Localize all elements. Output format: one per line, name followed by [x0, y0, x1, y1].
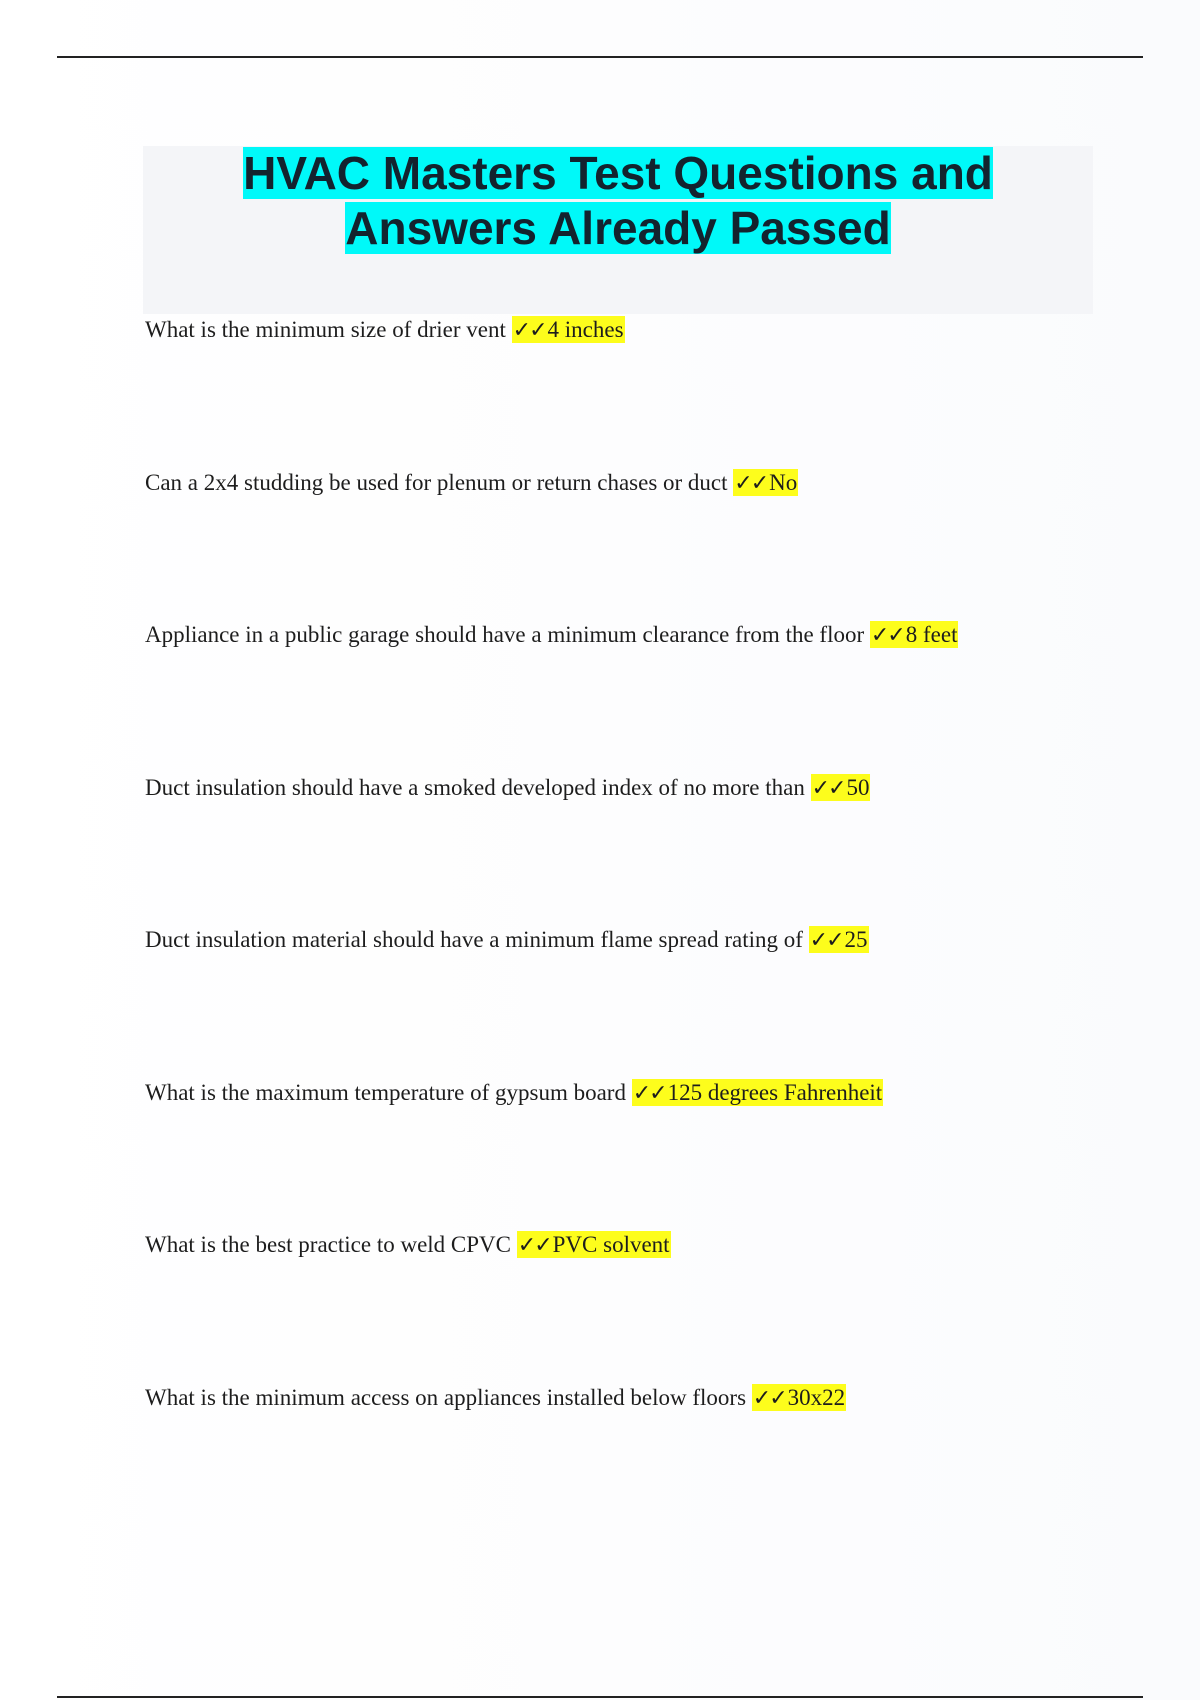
answer-highlight [632, 1079, 883, 1106]
qa-item [145, 1078, 883, 1109]
answer-text: PVC solvent [552, 1232, 670, 1257]
answer-text: 25 [844, 927, 868, 952]
question-text: Duct insulation should have a smoked developed index of no more than [145, 775, 805, 800]
question-text: What is the best practice to weld CPVC [145, 1232, 512, 1257]
question-text: Duct insulation material should have a minimum flame spread rating of [145, 927, 803, 952]
double-check-icon: ✓✓ [809, 928, 843, 953]
double-check-icon: ✓✓ [517, 1233, 551, 1258]
qa-item [145, 315, 625, 346]
answer-text: No [769, 470, 798, 495]
question-text: What is the minimum size of drier vent [145, 317, 506, 342]
answer-highlight [811, 774, 871, 801]
footer-rule [57, 1696, 1143, 1698]
double-check-icon: ✓✓ [512, 318, 546, 343]
answer-text: 4 inches [547, 317, 624, 342]
question-text: What is the minimum access on appliances installed below floors [145, 1385, 747, 1410]
qa-item [145, 620, 958, 651]
answer-text: 125 degrees Fahrenheit [667, 1080, 883, 1105]
title-block [143, 146, 1093, 314]
qa-item [145, 773, 870, 804]
answer-highlight [517, 1231, 671, 1258]
double-check-icon: ✓✓ [752, 1386, 786, 1411]
header-rule [57, 56, 1143, 58]
qa-item [145, 1383, 846, 1414]
answer-text: 8 feet [905, 622, 958, 647]
question-text: Appliance in a public garage should have a minimum clearance from the floor [145, 622, 865, 647]
answer-highlight [870, 621, 959, 648]
question-text: What is the maximum temperature of gypsum board [145, 1080, 626, 1105]
double-check-icon: ✓✓ [632, 1081, 666, 1106]
document-title: HVAC Masters Test Questions and Answers Already Passed [243, 147, 993, 254]
answer-highlight [512, 316, 625, 343]
double-check-icon: ✓✓ [734, 471, 768, 496]
answer-highlight [733, 469, 798, 496]
double-check-icon: ✓✓ [870, 623, 904, 648]
qa-item [145, 925, 869, 956]
answer-text: 30x22 [787, 1385, 846, 1410]
answer-text: 50 [846, 775, 870, 800]
answer-highlight [809, 926, 869, 953]
answer-highlight [752, 1384, 846, 1411]
qa-item [145, 1230, 671, 1261]
qa-item [145, 468, 798, 499]
question-text: Can a 2x4 studding be used for plenum or return chases or duct [145, 470, 728, 495]
double-check-icon: ✓✓ [811, 776, 845, 801]
